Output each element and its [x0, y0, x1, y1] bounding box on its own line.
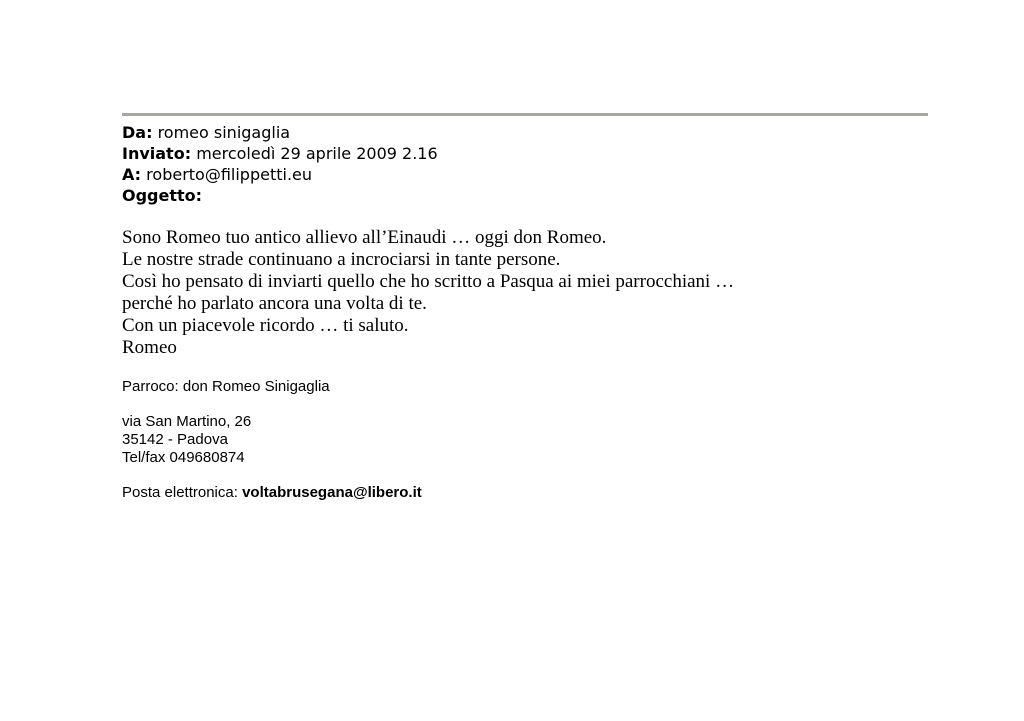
sent-row: [122, 143, 438, 164]
message-body: [122, 227, 734, 359]
body-line: perché ho parlato ancora una volta di te.: [122, 293, 427, 314]
body-line: Le nostre strade continuano a incrociarsi in tante persone.: [122, 249, 561, 270]
sent-label: Inviato:: [122, 144, 192, 163]
address-street: via San Martino, 26: [122, 413, 252, 430]
address-city: 35142 - Padova: [122, 431, 228, 448]
signature-parroco: Parroco: don Romeo Sinigaglia: [122, 378, 330, 395]
subject-row: [122, 185, 438, 206]
header-separator-rule: [122, 113, 928, 116]
signature-address: [122, 413, 251, 467]
to-value: roberto@filippetti.eu: [146, 165, 313, 184]
from-label: Da:: [122, 123, 153, 142]
signature-email: [122, 484, 422, 502]
subject-label: Oggetto:: [122, 186, 203, 205]
to-label: A:: [122, 165, 142, 184]
email-headers: [122, 122, 438, 206]
email-label: Posta elettronica:: [122, 484, 243, 501]
to-row: [122, 164, 438, 185]
email-link[interactable]: voltabrusegana@libero.it: [242, 484, 422, 501]
body-line: Romeo: [122, 337, 177, 358]
body-line: Così ho pensato di inviarti quello che ho scritto a Pasqua ai miei parrocchiani …: [122, 271, 735, 292]
sent-value: mercoledì 29 aprile 2009 2.16: [196, 144, 438, 163]
body-line: Con un piacevole ricordo … ti saluto.: [122, 315, 409, 336]
from-value: romeo sinigaglia: [157, 123, 291, 142]
body-line: Sono Romeo tuo antico allievo all’Einaudi … oggi don Romeo.: [122, 227, 607, 248]
from-row: [122, 122, 438, 143]
address-phone: Tel/fax 049680874: [122, 449, 245, 466]
